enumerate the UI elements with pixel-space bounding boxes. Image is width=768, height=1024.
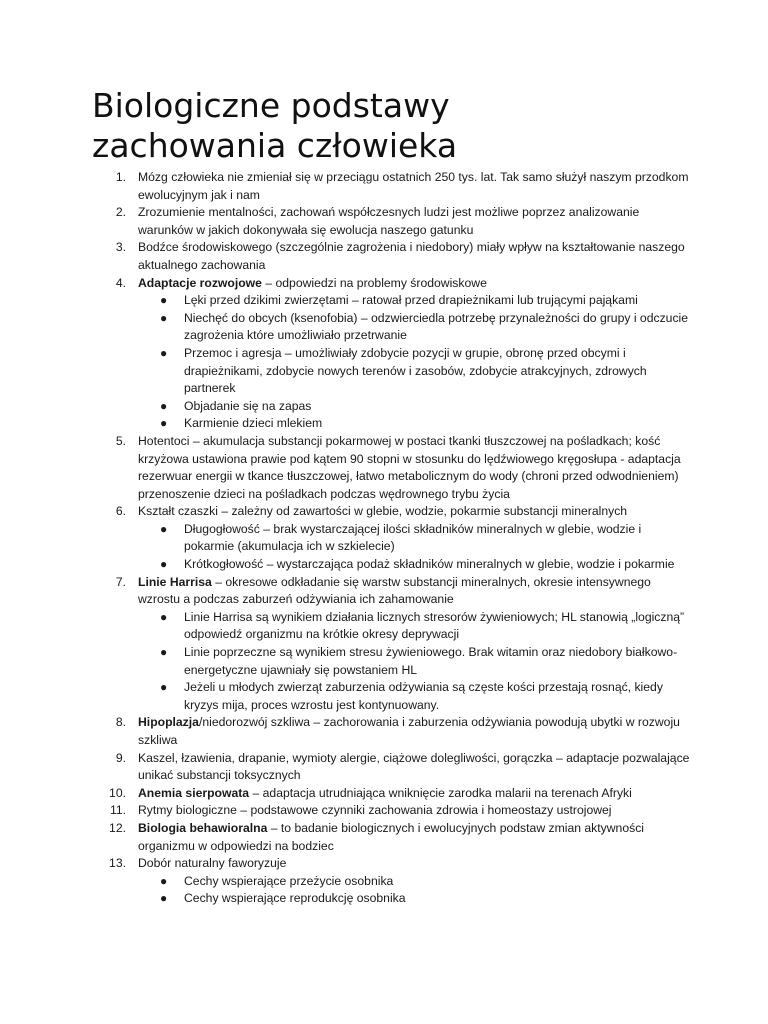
list-item [92, 785, 692, 803]
bullet-icon: ● [160, 293, 168, 308]
list-item-number: 7. [115, 574, 126, 589]
list-item-term: Linie Harrisa [138, 574, 212, 589]
bullet-item [138, 679, 692, 714]
list-item-term: Anemia sierpowata [138, 785, 250, 800]
list-item-number: 4. [115, 275, 126, 290]
list-item-term: Adaptacje rozwojowe [138, 275, 262, 290]
bullet-item [138, 292, 692, 310]
bullet-icon: ● [160, 310, 168, 325]
list-item-number: 1. [115, 170, 126, 184]
numbered-list [92, 169, 692, 908]
list-item [92, 169, 692, 204]
list-item [92, 714, 692, 749]
bullet-list [138, 521, 692, 574]
bullet-text: Długogłowość – brak wystarczającej ilości składników mineralnych w glebie, wodzie i pokarmie (akumulacja ich w szkielecie) [184, 521, 642, 554]
list-item-text: Bodźce środowiskowego (szczególnie zagrożenia i niedobory) miały wpływ na kształtowanie naszego aktualnego zachowania [138, 240, 685, 272]
list-item-number: 13. [109, 856, 126, 871]
bullet-item [138, 398, 692, 416]
list-item-number: 8. [115, 715, 126, 730]
list-item-number: 12. [109, 820, 126, 835]
bullet-item [138, 609, 692, 644]
bullet-item [138, 310, 692, 345]
list-item [92, 574, 692, 715]
list-item-text: Dobór naturalny faworyzuje [138, 856, 287, 871]
bullet-icon: ● [160, 680, 168, 695]
list-item-text: Hotentoci – akumulacja substancji pokarmowej w postaci tkanki tłuszczowej na pośladkach; kość krzyżowa ustawiona prawie pod kątem 90 stopni w stosunku do lędźwiowego kręgosłupa - adaptacja rezerwuar energii w tkance tłuszczowej, łatwo metabolicznym do wody (chroni przed odwodnieniem) przenoszenie dzieci na pośladkach podczas wędrownego trybu życia [138, 433, 681, 501]
bullet-item [138, 890, 692, 908]
bullet-icon: ● [160, 521, 168, 536]
list-item-text: Zrozumienie mentalności, zachowań współczesnych ludzi jest możliwe poprzez analizowanie warunków w jakich dokonywała się ewolucja naszego gatunku [138, 205, 640, 237]
bullet-text: Cechy wspierające reprodukcję osobnika [184, 891, 406, 906]
bullet-text: Niechęć do obcych (ksenofobia) – odzwierciedla potrzebę przynależności do grupy i odczucie zagrożenia które umożliwiało przetrwanie [184, 310, 689, 343]
bullet-text: Linie Harrisa są wynikiem działania licznych stresorów żywieniowych; HL stanowią „logiczną” odpowiedź organizmu na krótkie okresy deprywacji [184, 609, 685, 642]
list-item [92, 855, 692, 908]
bullet-text: Cechy wspierające przeżycie osobnika [184, 873, 394, 888]
list-item [92, 433, 692, 503]
bullet-item [138, 556, 692, 574]
bullet-list [138, 292, 692, 433]
bullet-icon: ● [160, 873, 168, 888]
bullet-icon: ● [160, 345, 168, 360]
bullet-text: Jeżeli u młodych zwierząt zaburzenia odżywiania są częste kości przestają rosnąć, kiedy kryzys mija, proces wzrostu jest kontynuowany. [184, 680, 663, 712]
list-item [92, 239, 692, 274]
list-item [92, 750, 692, 785]
list-item-number: 5. [115, 433, 126, 448]
bullet-item [138, 521, 692, 556]
bullet-icon: ● [160, 609, 168, 624]
bullet-icon: ● [160, 645, 168, 660]
list-item-number: 3. [115, 240, 126, 255]
list-item-text: Kształt czaszki – zależny od zawartości w glebie, wodzie, pokarmie substancji mineralnych [138, 504, 628, 519]
bullet-text: Lęki przed dzikimi zwierzętami – ratował przed drapieżnikami lub trującymi pająkami [184, 293, 638, 308]
list-item-text: – odpowiedzi na problemy środowiskowe [261, 275, 487, 290]
bullet-icon: ● [160, 891, 168, 906]
bullet-text: Krótkogłowość – wystarczająca podaż składników mineralnych w glebie, wodzie i pokarmie [184, 557, 675, 572]
list-item-number: 2. [115, 205, 126, 220]
bullet-list [138, 873, 692, 908]
list-item-number: 11. [109, 803, 126, 818]
list-item [92, 275, 692, 433]
list-item-text: – adaptacja utrudniająca wniknięcie zarodka malarii na terenach Afryki [249, 785, 632, 800]
bullet-text: Karmienie dzieci mlekiem [184, 416, 323, 431]
bullet-text: Objadanie się na zapas [184, 398, 312, 413]
list-item [92, 503, 692, 573]
bullet-item [138, 345, 692, 398]
list-item-text: – to badanie biologicznych i ewolucyjnych podstaw zmian aktywności organizmu w odpowiedzi na bodziec [138, 820, 645, 853]
list-item-term: Hipoplazja [138, 715, 199, 730]
list-item [92, 820, 692, 855]
list-item-text: Rytmy biologiczne – podstawowe czynniki zachowania zdrowia i homeostazy ustrojowej [138, 803, 612, 818]
list-item-text: Kaszel, łzawienia, drapanie, wymioty alergie, ciążowe dolegliwości, gorączka – adaptacje pozwalające unikać substancji toksycznych [138, 750, 690, 783]
list-item-text: – okresowe odkładanie się warstw substancji mineralnych, okresie intensywnego wzrostu a podczas zaburzeń odżywiania ich zahamowanie [138, 574, 651, 607]
list-item-text: /niedorozwój szkliwa – zachorowania i zaburzenia odżywiania powodują ubytki w rozwoju szkliwa [138, 715, 680, 747]
list-item-term: Biologia behawioralna [138, 820, 268, 835]
bullet-item [138, 873, 692, 891]
bullet-icon: ● [160, 416, 168, 431]
bullet-item [138, 644, 692, 679]
list-item-number: 9. [115, 750, 126, 765]
bullet-text: Linie poprzeczne są wynikiem stresu żywieniowego. Brak witamin oraz niedobory białkowo-energetyczne ujawniały się powstaniem HL [184, 645, 678, 677]
bullet-list [138, 609, 692, 715]
bullet-icon: ● [160, 398, 168, 413]
list-item [92, 204, 692, 239]
bullet-item [138, 415, 692, 433]
list-item-number: 6. [115, 504, 126, 519]
bullet-text: Przemoc i agresja – umożliwiały zdobycie pozycji w grupie, obronę przed obcymi i drapieżnikami, zdobycie nowych terenów i zasobów, zdobycie atrakcyjnych, zdrowych partnerek [184, 345, 647, 396]
list-item-number: 10. [109, 785, 126, 800]
bullet-icon: ● [160, 557, 168, 572]
list-item [92, 802, 692, 820]
document-title: Biologiczne podstawy zachowania człowieka [92, 86, 458, 165]
list-item-text: Mózg człowieka nie zmieniał się w przeciągu ostatnich 250 tys. lat. Tak samo służył naszym przodkom ewolucyjnym jak i nam [138, 170, 689, 202]
